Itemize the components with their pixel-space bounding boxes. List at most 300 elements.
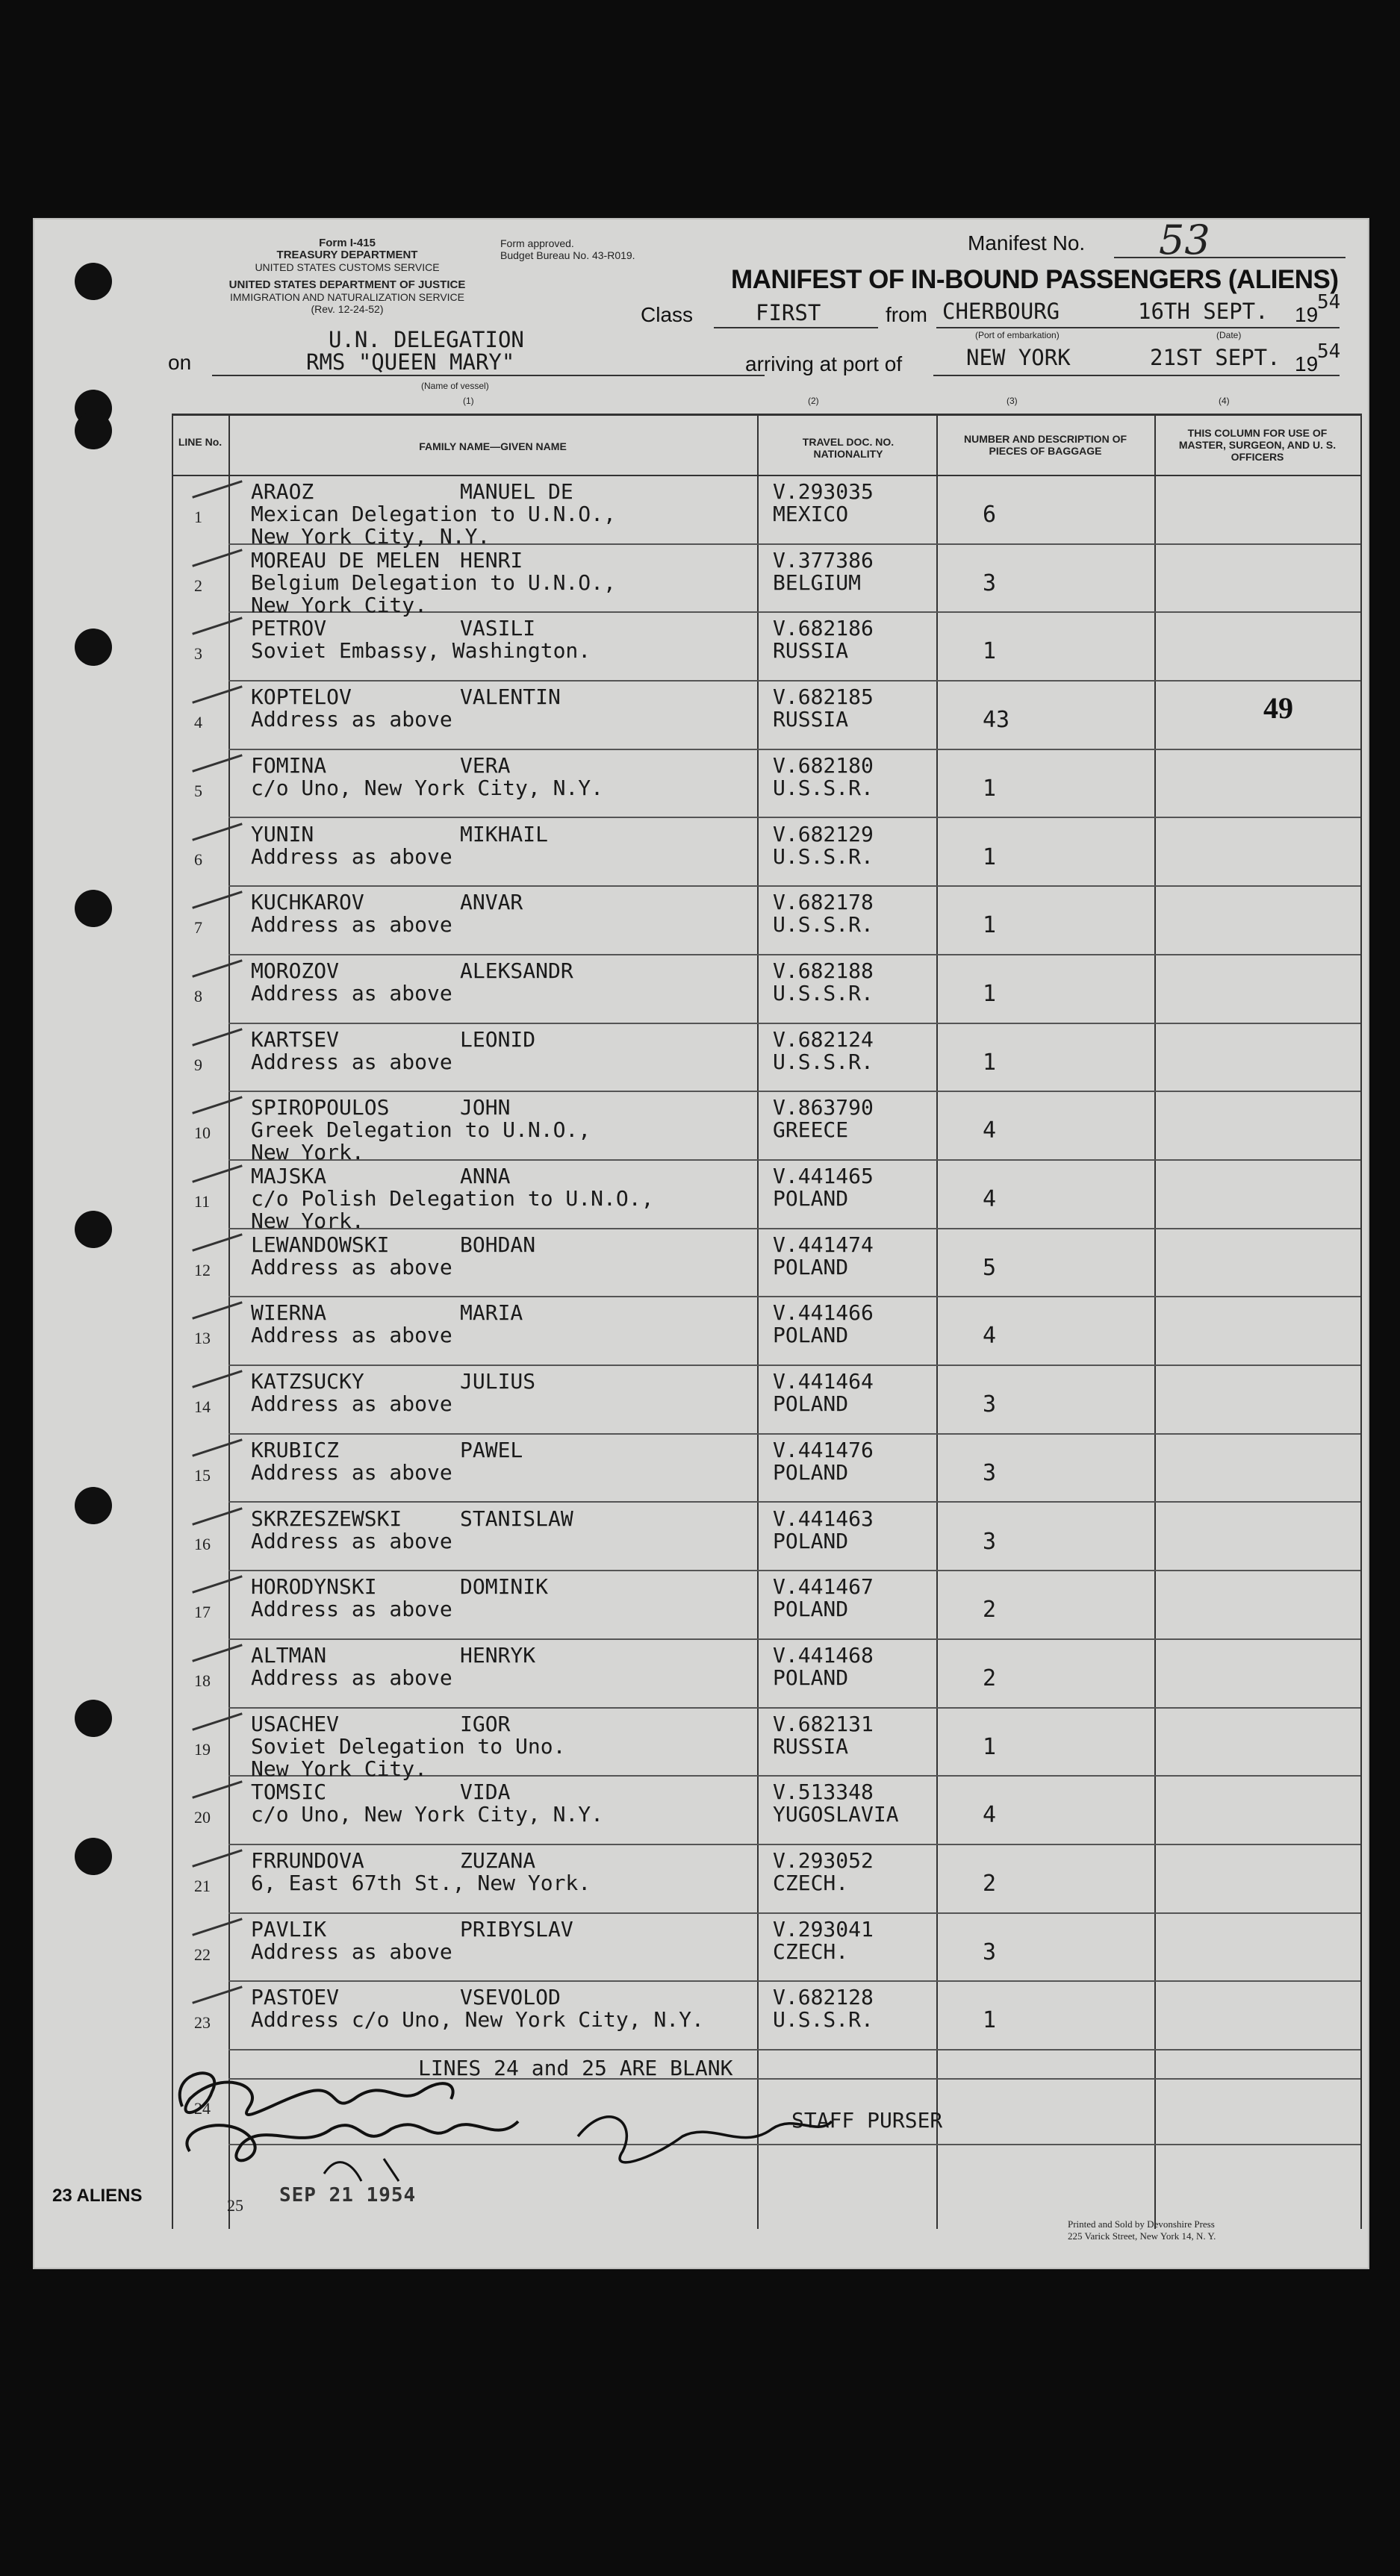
binder-hole [75, 629, 112, 666]
year-printed: 19 [1295, 303, 1319, 326]
travel-doc-number: V.863790 [773, 1095, 874, 1120]
check-mark [192, 1712, 243, 1730]
baggage-count: 4 [983, 1186, 997, 1212]
passenger-row [172, 476, 1360, 549]
address-line-2: New York City. [251, 1756, 428, 1781]
binder-hole [75, 1700, 112, 1737]
binder-hole [75, 1838, 112, 1875]
line-number: 5 [194, 781, 202, 800]
baggage-count: 3 [983, 1939, 997, 1965]
passenger-row [172, 1914, 1360, 1982]
given-name: MANUEL DE [460, 479, 573, 504]
address-line: Address as above [251, 1391, 452, 1417]
given-name: ALEKSANDR [460, 958, 573, 983]
family-name: FOMINA [251, 752, 327, 778]
check-mark [192, 823, 243, 841]
check-mark [192, 1164, 243, 1182]
travel-doc-number: V.293052 [773, 1848, 874, 1873]
date-stamp: SEP 21 1954 [279, 2184, 417, 2207]
vessel-caption: (Name of vessel) [421, 381, 489, 391]
from-label: from [886, 303, 927, 326]
date-caption: (Date) [1216, 330, 1242, 340]
given-name: VSEVOLOD [460, 1985, 561, 2010]
col-line-no: LINE No. [178, 436, 223, 448]
given-name: HENRYK [460, 1642, 536, 1668]
family-name: ARAOZ [251, 479, 314, 504]
travel-doc [773, 1097, 874, 1141]
line-number: 21 [194, 1877, 211, 1895]
embark-year: 54 [1317, 291, 1341, 314]
line-number: 19 [194, 1739, 211, 1759]
line-number: 17 [194, 1603, 211, 1622]
arrival-date: 21ST SEPT. [1150, 345, 1281, 370]
baggage-count: 3 [983, 1391, 997, 1418]
line-number: 18 [194, 1671, 211, 1690]
printer-line-1: Printed and Sold by Devonshire Press [1068, 2218, 1215, 2230]
given-name: JOHN [460, 1095, 511, 1120]
travel-doc [773, 1644, 874, 1689]
baggage-count: 1 [983, 2007, 997, 2034]
travel-doc-number: V.441474 [773, 1232, 874, 1257]
passenger-name-address [251, 549, 616, 617]
printer-credit [1068, 2218, 1216, 2242]
nationality: U.S.S.R. [773, 980, 874, 1005]
travel-doc-number: V.682186 [773, 616, 874, 641]
baggage-count: 5 [983, 1254, 997, 1281]
given-name: PAWEL [460, 1437, 523, 1462]
passenger-name-address [251, 1644, 535, 1689]
address-line: Address as above [251, 1528, 452, 1553]
family-name: HORODYNSKI [251, 1574, 377, 1600]
line-number-25: 25 [227, 2196, 243, 2215]
passenger-row [172, 682, 1360, 749]
travel-doc [773, 1508, 874, 1553]
check-mark [192, 1438, 243, 1456]
passenger-name-address [251, 481, 616, 548]
binder-hole [75, 890, 112, 927]
check-mark [192, 1507, 243, 1525]
embarkation-date: 16TH SEPT. [1138, 299, 1269, 324]
travel-doc-number: V.441463 [773, 1506, 874, 1531]
travel-doc-number: V.682131 [773, 1711, 874, 1736]
col-travel-doc: TRAVEL DOC. NO. NATIONALITY [802, 436, 895, 460]
line-number: 8 [194, 986, 202, 1005]
given-name: DOMINIK [460, 1574, 549, 1600]
nationality: U.S.S.R. [773, 2007, 874, 2033]
baggage-count: 1 [983, 775, 997, 802]
passenger-row [172, 613, 1360, 681]
check-mark [192, 685, 243, 703]
passenger-name-address [251, 1302, 523, 1347]
given-name: MARIA [460, 1300, 523, 1326]
check-mark [192, 549, 243, 567]
embarkation-port: CHERBOURG [942, 299, 1060, 324]
on-label: on [168, 351, 192, 374]
check-mark [192, 1028, 243, 1046]
manifest-number-value: 53 [1159, 218, 1210, 263]
nationality: CZECH. [773, 1871, 849, 1895]
treasury-department: TREASURY DEPARTMENT [276, 249, 418, 261]
vessel-line-1: U.N. DELEGATION [329, 327, 524, 352]
address-line: Belgium Delegation to U.N.O., [251, 570, 616, 595]
address-line: c/o Uno, New York City, N.Y. [251, 1802, 604, 1827]
check-mark [192, 1644, 243, 1662]
line-number: 1 [194, 508, 202, 526]
given-name: ZUZANA [460, 1848, 536, 1873]
department-of-justice: UNITED STATES DEPARTMENT OF JUSTICE [228, 278, 466, 291]
passenger-row [172, 955, 1360, 1023]
col-num-2: (2) [808, 396, 819, 406]
address-line: Soviet Delegation to Uno. [251, 1733, 566, 1759]
travel-doc-number: V.441464 [773, 1369, 874, 1394]
form-approval [500, 237, 635, 261]
baggage-count: 3 [983, 1459, 997, 1486]
binder-hole [75, 1211, 112, 1248]
address-line: Soviet Embassy, Washington. [251, 638, 591, 664]
baggage-count: 3 [983, 1528, 997, 1555]
col-officers: THIS COLUMN FOR USE OF MASTER, SURGEON, AND U. S. OFFICERS [1178, 427, 1337, 463]
check-mark [192, 1370, 243, 1388]
check-mark [192, 1302, 243, 1320]
approval-line: Form approved. [500, 237, 574, 249]
baggage-count: 1 [983, 843, 997, 870]
given-name: STANISLAW [460, 1506, 573, 1531]
travel-doc-number: V.682188 [773, 958, 874, 983]
address-line: Address as above [251, 1665, 452, 1690]
inspector-signature [160, 2039, 862, 2189]
address-line-2: New York City. [251, 592, 428, 617]
address-line: Address as above [251, 1323, 452, 1348]
address-line: Address as above [251, 1597, 452, 1622]
passenger-name-address [251, 1165, 653, 1232]
given-name: VALENTIN [460, 684, 561, 710]
travel-doc [773, 891, 874, 936]
line-number: 4 [194, 713, 202, 732]
given-name: BOHDAN [460, 1232, 536, 1257]
class-label: Class [641, 303, 694, 326]
passenger-name-address [251, 686, 561, 731]
line-number: 7 [194, 918, 202, 938]
check-mark [192, 1233, 243, 1251]
baggage-count: 2 [983, 1871, 997, 1897]
travel-doc [773, 1850, 874, 1894]
arrival-year: 54 [1317, 340, 1341, 363]
travel-doc-number: V.441466 [773, 1300, 874, 1326]
line-number: 10 [194, 1123, 211, 1143]
given-name: LEONID [460, 1026, 536, 1052]
nationality: RUSSIA [773, 707, 849, 732]
line-number: 9 [194, 1055, 202, 1074]
passenger-name-address [251, 752, 604, 800]
travel-doc-number: V.441465 [773, 1164, 874, 1188]
budget-bureau-line: Budget Bureau No. 43-R019. [500, 249, 635, 261]
revision-date: (Rev. 12-24-52) [311, 303, 384, 315]
address-line: 6, East 67th St., New York. [251, 1871, 591, 1895]
address-line: c/o Polish Delegation to U.N.O., [251, 1186, 654, 1211]
address-line: Mexican Delegation to U.N.O., [251, 502, 616, 526]
travel-doc-number: V.682129 [773, 821, 874, 846]
passenger-name-address [251, 891, 523, 936]
line-number: 16 [194, 1534, 211, 1553]
nationality: POLAND [773, 1323, 849, 1348]
passenger-row [172, 1571, 1360, 1639]
baggage-count: 1 [983, 912, 997, 939]
travel-doc-number: V.293041 [773, 1916, 874, 1942]
passenger-row [172, 1435, 1360, 1503]
line-number: 2 [194, 576, 202, 595]
passenger-name-address [251, 960, 573, 1005]
baggage-count: 1 [983, 1733, 997, 1760]
family-name: SKRZESZEWSKI [251, 1506, 402, 1531]
given-name: JULIUS [460, 1369, 536, 1394]
form-agency-header [168, 237, 526, 315]
baggage-count: 4 [983, 1323, 997, 1350]
travel-doc [773, 1370, 874, 1415]
passenger-row [172, 1777, 1360, 1844]
address-line: Address as above [251, 912, 452, 938]
line-number: 13 [194, 1329, 211, 1348]
staff-purser-label: STAFF PURSER [791, 2108, 943, 2133]
nationality: U.S.S.R. [773, 775, 874, 800]
nationality: POLAND [773, 1528, 849, 1553]
nationality: POLAND [773, 1597, 849, 1622]
col-num-3: (3) [1007, 396, 1018, 406]
passenger-name-address [251, 1850, 591, 1894]
class-value: FIRST [756, 300, 821, 325]
check-mark [192, 1097, 243, 1114]
given-name: HENRI [460, 547, 523, 573]
nationality: GREECE [773, 1117, 849, 1143]
passenger-row [172, 750, 1360, 818]
travel-doc-number: V.513348 [773, 1780, 874, 1805]
baggage-count: 3 [983, 570, 997, 596]
travel-doc [773, 686, 874, 731]
travel-doc [773, 1713, 874, 1758]
binder-hole [75, 263, 112, 300]
line-number-24: 24 [194, 2099, 211, 2118]
family-name: ALTMAN [251, 1642, 327, 1668]
arrival-year-printed: 19 [1295, 352, 1319, 375]
nationality: RUSSIA [773, 638, 849, 664]
nationality: MEXICO [773, 502, 849, 526]
passenger-row [172, 1709, 1360, 1781]
nationality: RUSSIA [773, 1733, 849, 1759]
line-number: 12 [194, 1260, 211, 1279]
passenger-row [172, 1229, 1360, 1297]
passenger-name-address [251, 1713, 565, 1780]
passenger-row [172, 1161, 1360, 1233]
check-mark [192, 1849, 243, 1867]
passenger-row [172, 1092, 1360, 1165]
printer-line-2: 225 Varick Street, New York 14, N. Y. [1068, 2230, 1216, 2242]
form-number: Form I-415 [319, 237, 376, 249]
port-embark-caption: (Port of embarkation) [975, 330, 1060, 340]
family-name: TOMSIC [251, 1780, 327, 1805]
travel-doc-number: V.682180 [773, 752, 874, 778]
passenger-row [172, 1366, 1360, 1434]
passenger-name-address [251, 823, 548, 868]
family-name: LEWANDOWSKI [251, 1232, 390, 1257]
check-mark [192, 891, 243, 908]
officer-note: 49 [1263, 691, 1293, 726]
travel-doc [773, 549, 874, 594]
check-mark [192, 1918, 243, 1936]
passenger-row [172, 819, 1360, 887]
passenger-name-address [251, 617, 591, 662]
travel-doc [773, 823, 874, 868]
arrival-port: NEW YORK [966, 345, 1071, 370]
check-mark [192, 480, 243, 498]
passenger-row [172, 1845, 1360, 1913]
travel-doc [773, 960, 874, 1005]
vessel-name: RMS "QUEEN MARY" [306, 349, 515, 375]
baggage-count: 2 [983, 1597, 997, 1624]
line-number: 23 [194, 2013, 211, 2033]
aliens-label: ALIENS [76, 2186, 143, 2206]
check-mark [192, 959, 243, 977]
family-name: YUNIN [251, 821, 314, 846]
passenger-name-address [251, 1234, 535, 1279]
line-number: 11 [194, 1192, 211, 1211]
family-name: MAJSKA [251, 1164, 327, 1188]
baggage-count: 4 [983, 1117, 997, 1144]
family-name: USACHEV [251, 1711, 340, 1736]
address-line: Greek Delegation to U.N.O., [251, 1117, 591, 1143]
address-line: Address as above [251, 980, 452, 1005]
baggage-count: 6 [983, 502, 997, 528]
blank-lines-note: LINES 24 and 25 ARE BLANK [418, 2056, 733, 2080]
given-name: IGOR [460, 1711, 511, 1736]
travel-doc [773, 1576, 874, 1621]
passenger-name-address [251, 1918, 573, 1963]
manifest-number-label: Manifest No. [968, 231, 1086, 255]
arriving-label: arriving at port of [745, 352, 903, 375]
line-number: 15 [194, 1465, 211, 1485]
check-mark [192, 617, 243, 635]
given-name: VIDA [460, 1780, 511, 1805]
col-num-1: (1) [463, 396, 474, 406]
given-name: ANNA [460, 1164, 511, 1188]
manifest-title: MANIFEST OF IN-BOUND PASSENGERS (ALIENS) [731, 265, 1339, 294]
binder-hole [75, 1487, 112, 1524]
address-line: Address as above [251, 1939, 452, 1964]
line-number: 20 [194, 1808, 211, 1827]
family-name: MOREAU DE MELEN [251, 547, 440, 573]
baggage-count: 1 [983, 1049, 997, 1076]
passenger-name-address [251, 1986, 704, 2031]
nationality: POLAND [773, 1459, 849, 1485]
passenger-name-address [251, 1781, 603, 1826]
line-number: 6 [194, 849, 202, 869]
passenger-row [172, 545, 1360, 617]
given-name: VASILI [460, 616, 536, 641]
address-line-2: New York. [251, 1209, 364, 1233]
given-name: MIKHAIL [460, 821, 549, 846]
nationality: YUGOSLAVIA [773, 1802, 899, 1827]
address-line-2: New York City, N.Y. [251, 524, 491, 549]
family-name: FRRUNDOVA [251, 1848, 364, 1873]
travel-doc [773, 1165, 874, 1210]
col-name: FAMILY NAME—GIVEN NAME [419, 440, 567, 452]
passenger-row [172, 887, 1360, 955]
baggage-count: 2 [983, 1665, 997, 1691]
travel-doc-number: V.682178 [773, 890, 874, 915]
travel-doc [773, 1781, 899, 1826]
nationality: U.S.S.R. [773, 843, 874, 869]
travel-doc [773, 1026, 874, 1074]
family-name: MOROZOV [251, 958, 340, 983]
family-name: PETROV [251, 616, 327, 641]
customs-service: UNITED STATES CUSTOMS SERVICE [255, 261, 440, 273]
passenger-name-address [251, 1026, 536, 1074]
binder-hole [75, 412, 112, 449]
baggage-count: 1 [983, 638, 997, 665]
travel-doc-number: V.293035 [773, 479, 874, 504]
passenger-row [172, 1297, 1360, 1365]
nationality: POLAND [773, 1391, 849, 1417]
passenger-name-address [251, 1097, 591, 1164]
travel-doc-number: V.441467 [773, 1574, 874, 1600]
passenger-name-address [251, 1370, 535, 1415]
passenger-row [172, 1024, 1360, 1092]
family-name: KARTSEV [251, 1026, 340, 1052]
passenger-row [172, 1503, 1360, 1571]
passenger-name-address [251, 1439, 523, 1484]
manifest-page [33, 218, 1369, 2269]
given-name: ANVAR [460, 890, 523, 915]
col-baggage: NUMBER AND DESCRIPTION OF PIECES OF BAGGAGE [963, 433, 1127, 457]
travel-doc-number: V.682128 [773, 1985, 874, 2010]
line-number: 22 [194, 1945, 211, 1964]
nationality: CZECH. [773, 1939, 849, 1964]
check-mark [192, 1986, 243, 2004]
travel-doc-number: V.682124 [773, 1026, 874, 1052]
family-name: PASTOEV [251, 1985, 340, 2010]
family-name: PAVLIK [251, 1916, 327, 1942]
address-line-2: New York. [251, 1140, 364, 1165]
passenger-table [172, 414, 1360, 2229]
manifest-number [968, 218, 1210, 263]
nationality: U.S.S.R. [773, 1049, 874, 1074]
travel-doc-number: V.441476 [773, 1437, 874, 1462]
nationality: U.S.S.R. [773, 912, 874, 938]
travel-doc-number: V.377386 [773, 547, 874, 573]
nationality: POLAND [773, 1665, 849, 1690]
family-name: KATZSUCKY [251, 1369, 364, 1394]
address-line: c/o Uno, New York City, N.Y. [251, 775, 604, 800]
family-name: KRUBICZ [251, 1437, 340, 1462]
address-line: Address as above [251, 1459, 452, 1485]
address-line: Address as above [251, 707, 452, 732]
immigration-service: IMMIGRATION AND NATURALIZATION SERVICE [230, 291, 464, 303]
line-number: 14 [194, 1397, 211, 1417]
travel-doc-number: V.441468 [773, 1642, 874, 1668]
nationality: POLAND [773, 1186, 849, 1211]
aliens-total [52, 2186, 143, 2207]
family-name: KUCHKAROV [251, 890, 364, 915]
nationality: POLAND [773, 1254, 849, 1279]
travel-doc [773, 1986, 874, 2031]
col-num-4: (4) [1219, 396, 1230, 406]
nationality: BELGIUM [773, 570, 862, 595]
baggage-count: 4 [983, 1802, 997, 1829]
given-name: VERA [460, 752, 511, 778]
travel-doc-number: V.682185 [773, 684, 874, 710]
address-line: Address c/o Uno, New York City, N.Y. [251, 2007, 704, 2033]
travel-doc [773, 1234, 874, 1279]
family-name: KOPTELOV [251, 684, 352, 710]
family-name: SPIROPOULOS [251, 1095, 390, 1120]
